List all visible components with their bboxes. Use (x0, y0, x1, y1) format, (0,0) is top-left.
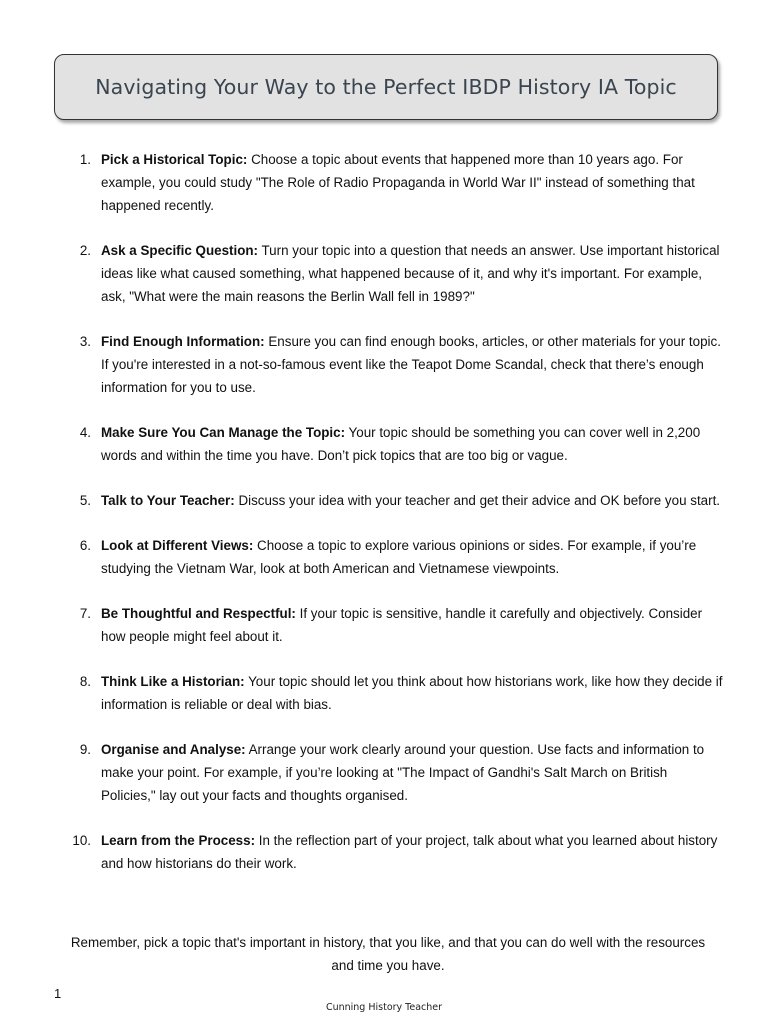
list-item (0, 489, 768, 512)
item-heading: Learn from the Process: (101, 833, 256, 848)
page-title: Navigating Your Way to the Perfect IBDP History IA Topic (95, 75, 677, 99)
item-text: Discuss your idea with your teacher and get their advice and OK before you start. (238, 493, 721, 508)
item-number: 2. (79, 243, 91, 258)
closing-paragraph: Remember, pick a topic that's important in history, that you like, and that you can do well with the resources and time you have. (70, 935, 706, 973)
item-text: Arrange your work clearly around your question. Use facts and information to make your point. For example, if you’re looking at "The Impact of Gandhi's Salt March on British Policies," lay out your facts and thoughts organised. (101, 742, 705, 803)
item-heading: Be Thoughtful and Respectful: (101, 606, 296, 621)
list-item (0, 670, 768, 716)
item-number: 1. (79, 152, 91, 167)
item-text: Your topic should let you think about how historians work, like how they decide if information is reliable or deal with bias. (101, 674, 723, 712)
item-heading: Make Sure You Can Manage the Topic: (101, 425, 346, 440)
item-heading: Ask a Specific Question: (101, 243, 259, 258)
item-number: 4. (79, 425, 91, 440)
item-text: If your topic is sensitive, handle it carefully and objectively. Consider how people might feel about it. (101, 606, 703, 644)
item-number: 8. (79, 674, 91, 689)
item-text: Choose a topic to explore various opinions or sides. For example, if you’re studying the Vietnam War, look at both American and Vietnamese viewpoints. (101, 538, 697, 576)
item-number: 7. (79, 606, 91, 621)
list-item (0, 738, 768, 807)
item-text: Turn your topic into a question that needs an answer. Use important historical ideas like what caused something, what happened because of it, and why it's important. For example, ask, "What were the main reasons the Berlin Wall fell in 1989?" (101, 243, 720, 304)
list-item (0, 239, 768, 308)
item-heading: Organise and Analyse: (101, 742, 246, 757)
item-heading: Look at Different Views: (101, 538, 254, 553)
item-number: 9. (79, 742, 91, 757)
item-heading: Pick a Historical Topic: (101, 152, 248, 167)
tips-list (0, 148, 768, 897)
item-heading: Think Like a Historian: (101, 674, 245, 689)
item-number: 5. (79, 493, 91, 508)
item-heading: Find Enough Information: (101, 334, 265, 349)
item-text: In the reflection part of your project, talk about what you learned about history and how historians do their work. (101, 833, 718, 871)
item-text: Your topic should be something you can cover well in 2,200 words and within the time you have. Don’t pick topics that are too big or vague. (101, 425, 701, 463)
item-heading: Talk to Your Teacher: (101, 493, 235, 508)
list-item (0, 148, 768, 217)
list-item (0, 421, 768, 467)
list-item (0, 829, 768, 875)
list-item (0, 534, 768, 580)
item-number: 3. (79, 334, 91, 349)
item-text: Ensure you can find enough books, articles, or other materials for your topic. If you're interested in a not-so-famous event like the Teapot Dome Scandal, check that there’s enough information for you to use. (101, 334, 721, 395)
list-item (0, 602, 768, 648)
item-number: 6. (79, 538, 91, 553)
item-text: Choose a topic about events that happened more than 10 years ago. For example, you could study "The Role of Radio Propaganda in World War II" instead of something that happened recently. (101, 152, 695, 213)
page-number: 1 (54, 986, 62, 1001)
list-item (0, 330, 768, 399)
footer-text: Cunning History Teacher (325, 1002, 443, 1013)
item-number: 10. (72, 833, 91, 848)
title-box (54, 54, 718, 120)
